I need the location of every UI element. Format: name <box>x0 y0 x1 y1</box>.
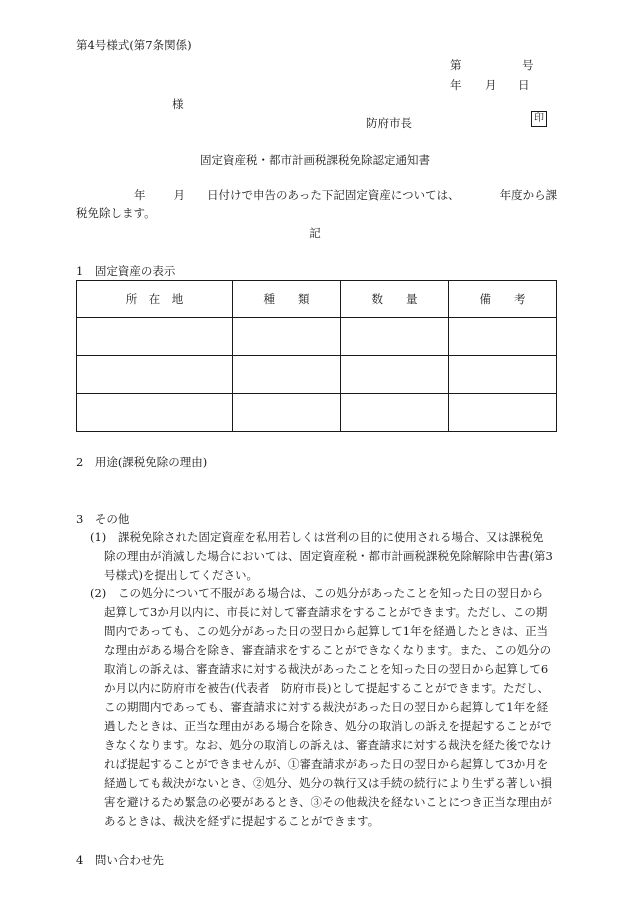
section-3-heading: 3 その他 <box>76 512 130 526</box>
issuer-name: 防府市長 <box>366 116 412 130</box>
date-month-label: 月 <box>485 78 497 92</box>
table-cell <box>233 318 341 356</box>
table-cell <box>77 394 233 432</box>
body-text-2: 年度から課 <box>499 188 558 202</box>
document-number-suffix: 号 <box>522 58 534 72</box>
seal-mark: 印 <box>531 111 547 127</box>
item-1-line: 課税免除された固定資産を私用若しくは営利の目的に使用される場合、又は課税免 <box>118 530 544 544</box>
body-month: 月 <box>173 188 185 202</box>
table-cell <box>341 394 449 432</box>
item-2-line: あるときは、裁決を経ずに提起することができます。 <box>104 814 380 828</box>
table-cell <box>233 356 341 394</box>
date-year-label: 年 <box>450 78 462 92</box>
column-header-type: 種 類 <box>233 281 341 318</box>
addressee-suffix: 様 <box>172 97 184 111</box>
document-number-label: 第 <box>450 58 462 72</box>
item-2-line: な理由がある場合を除き、審査請求をすることができなくなります。また、この処分の <box>104 643 552 657</box>
document-title: 固定資産税・都市計画税課税免除認定通知書 <box>200 153 430 167</box>
item-2-line: この期間内であっても、審査請求に対する裁決があった日の翌日から起算して1年を経 <box>104 700 549 714</box>
table-row <box>77 318 557 356</box>
table-cell <box>341 356 449 394</box>
body-text-1: 日付けで申告のあった下記固定資産については、 <box>207 188 460 202</box>
ki-marker: 記 <box>309 226 321 240</box>
section-4-heading: 4 問い合わせ先 <box>76 853 164 867</box>
body-year: 年 <box>134 188 146 202</box>
column-header-location: 所 在 地 <box>77 281 233 318</box>
item-1-number: (1) <box>90 530 107 544</box>
table-cell <box>77 318 233 356</box>
item-2-line: 取消しの訴えは、審査請求に対する裁決があったことを知った日の翌日から起算して6 <box>104 662 549 676</box>
table-cell <box>341 318 449 356</box>
form-number: 第4号様式(第7条関係) <box>76 38 192 52</box>
body-text-3: 税免除します。 <box>76 206 156 220</box>
table-cell <box>449 356 557 394</box>
section-1-heading: 1 固定資産の表示 <box>76 264 176 278</box>
section-2-heading: 2 用途(課税免除の理由) <box>76 455 208 469</box>
item-1-line: 除の理由が消滅した場合においては、固定資産税・都市計画税課税免除解除申告書(第3 <box>104 549 553 563</box>
table-cell <box>449 394 557 432</box>
table-cell <box>233 394 341 432</box>
table-row <box>77 356 557 394</box>
table-cell <box>449 318 557 356</box>
column-header-remarks: 備 考 <box>449 281 557 318</box>
body-line-1 <box>76 188 557 202</box>
item-2-number: (2) <box>90 586 107 600</box>
item-2-line: この処分について不服がある場合は、この処分があったことを知った日の翌日から <box>118 586 544 600</box>
item-2-line: れば提起することができませんが、①審査請求があった日の翌日から起算して3か月を <box>104 757 549 771</box>
item-2-line: 害を避けるため緊急の必要があるとき、③その他裁決を経ないことにつき正当な理由が <box>104 795 552 809</box>
column-header-quantity: 数 量 <box>341 281 449 318</box>
table-cell <box>77 356 233 394</box>
item-2-line: 起算して3か月以内に、市長に対して審査請求をすることができます。ただし、この期 <box>104 605 548 619</box>
item-2-line: か月以内に防府市を被告(代表者 防府市長)として提起することができます。ただし、 <box>104 681 550 695</box>
item-2-line: きなくなります。なお、処分の取消しの訴えは、審査請求に対する裁決を経た後でなけ <box>104 738 552 752</box>
table-row <box>77 394 557 432</box>
item-2-line: 間内であっても、この処分があった日の翌日から起算して1年を経過したときは、正当 <box>104 624 549 638</box>
item-2-line: 過したときは、正当な理由がある場合を除き、処分の取消しの訴えを提起することがで <box>104 719 553 733</box>
date-day-label: 日 <box>518 78 530 92</box>
asset-table-header <box>77 281 557 318</box>
item-2-line: 経過しても裁決がないとき、②処分、処分の執行又は手続の続行により生ずる著しい損 <box>104 776 553 790</box>
item-1-line: 号様式)を提出してください。 <box>104 568 258 582</box>
asset-table <box>76 280 557 432</box>
